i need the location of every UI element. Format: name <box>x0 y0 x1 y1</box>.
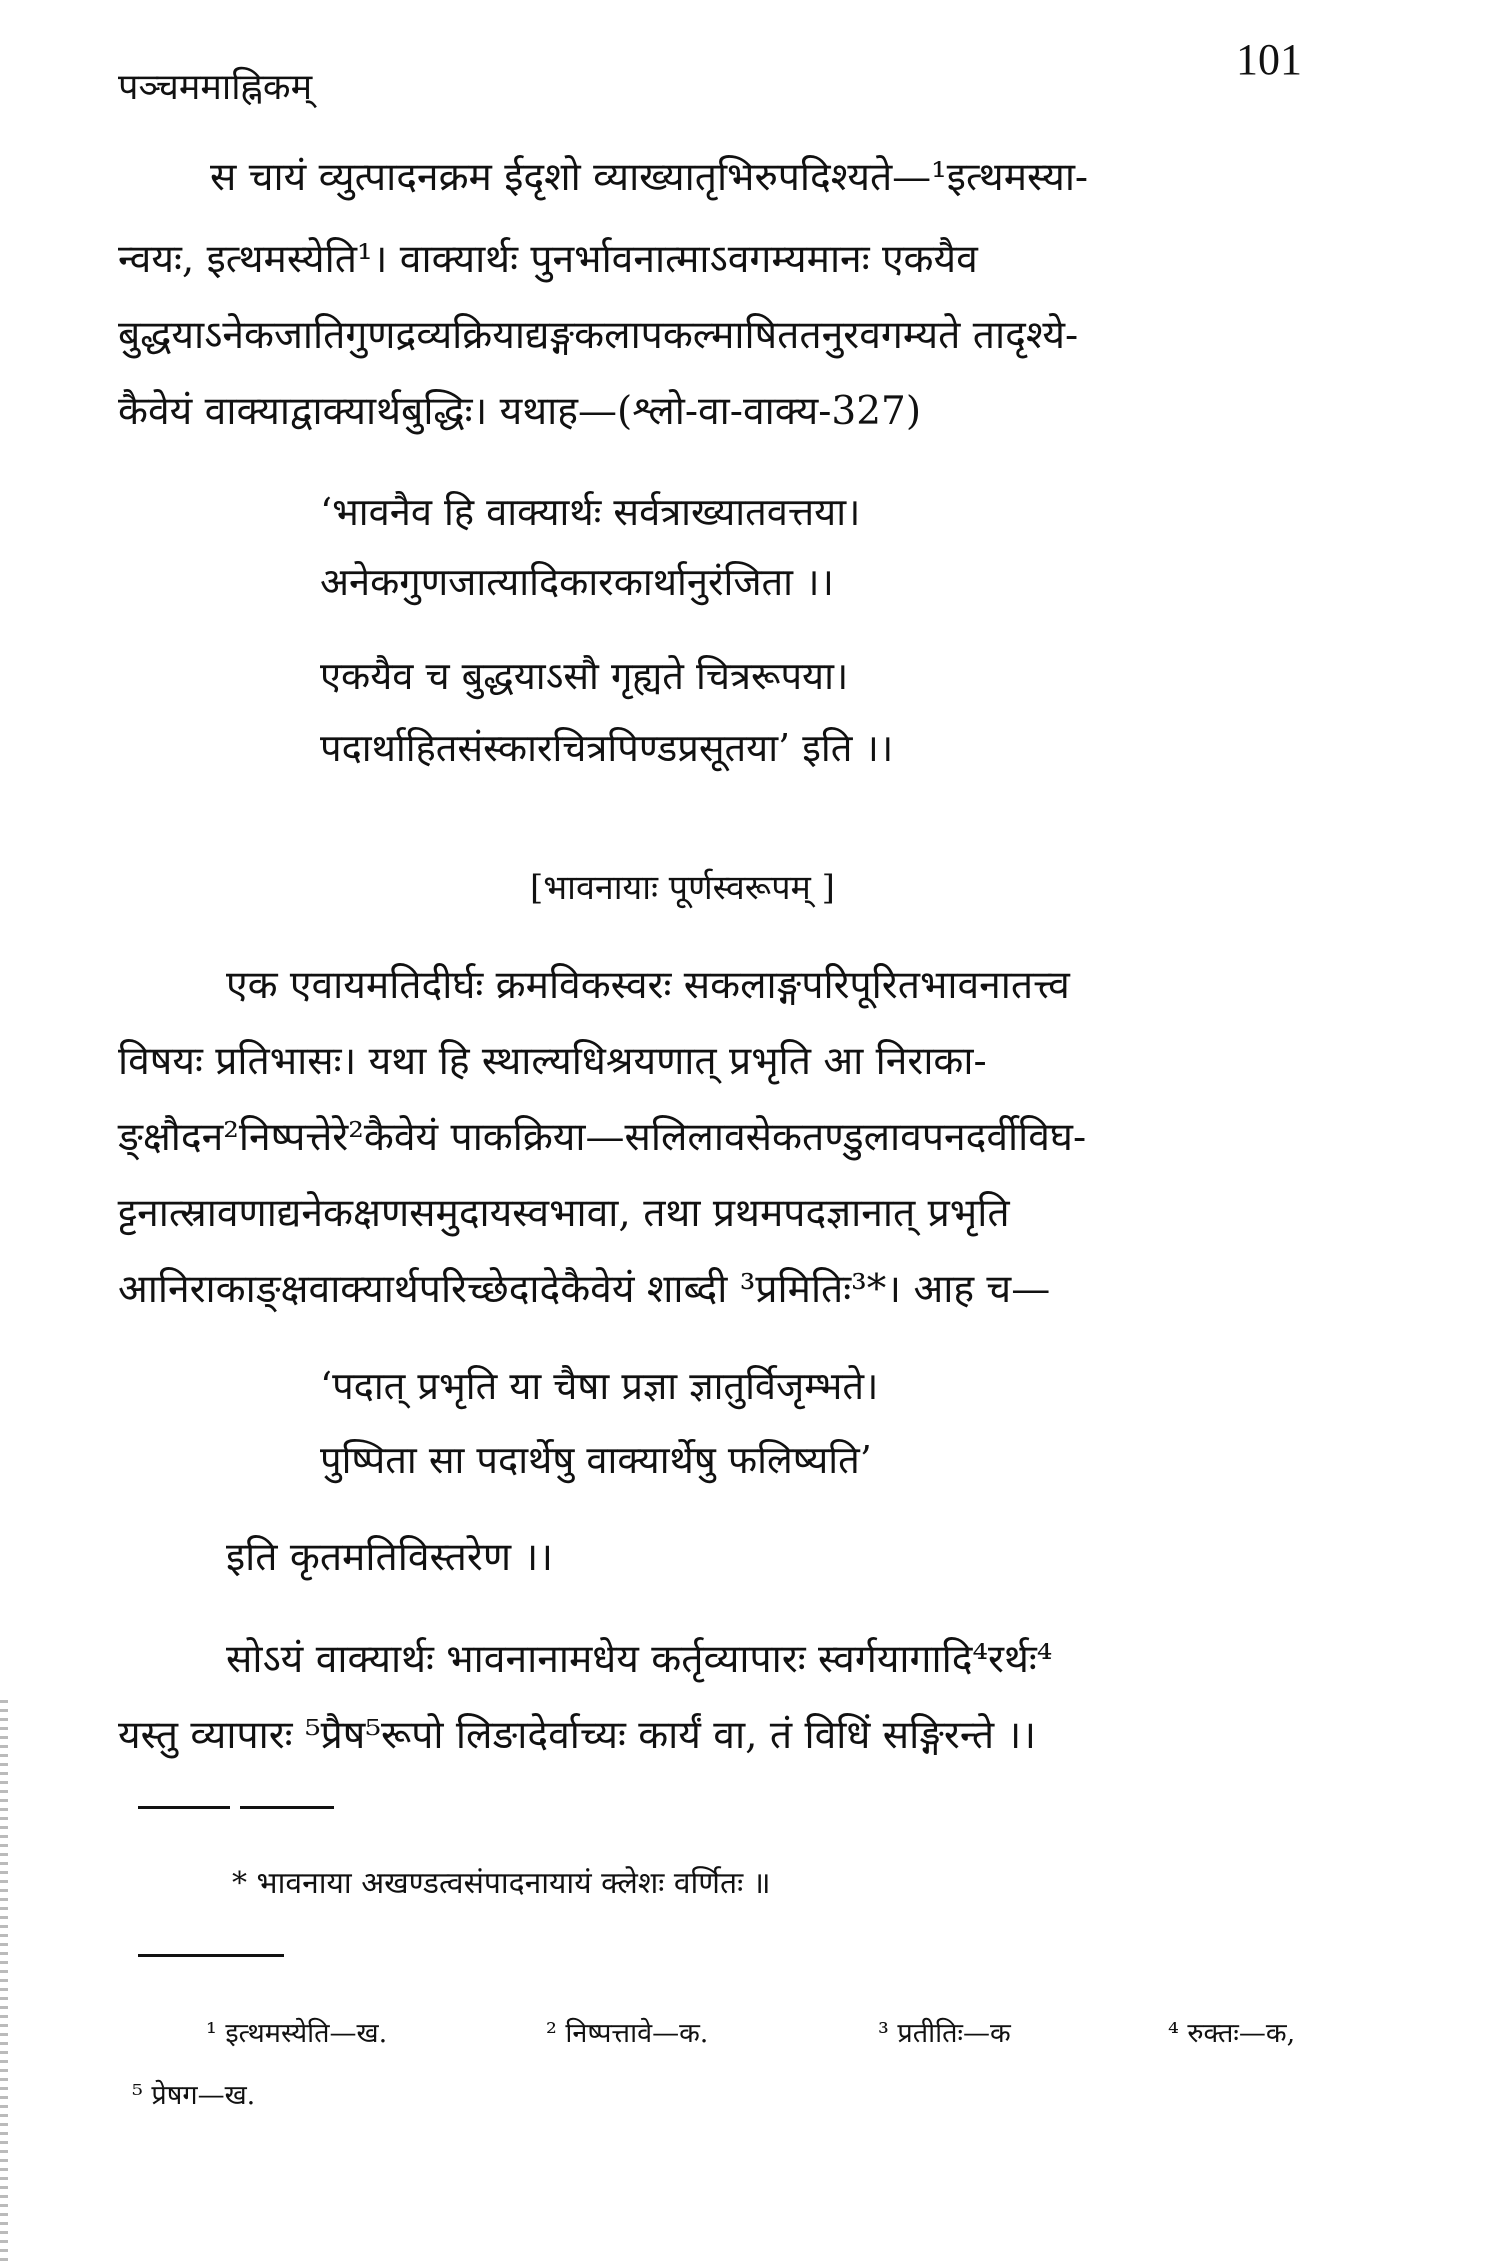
running-title: पञ्चममाह्निकम् <box>118 67 313 108</box>
footnote-rule-left <box>138 1806 230 1809</box>
para1-line-4: कैवेयं वाक्याद्वाक्यार्थबुद्धिः। यथाह—(श्लो-वा-वाक्य-327) <box>118 389 922 434</box>
verse1-line-1: ‘भावनैव हि वाक्यार्थः सर्वत्राख्यातवत्तया। <box>320 490 861 534</box>
verse1-line-4: पदार्थाहितसंस्कारचित्रपिण्डप्रसूतया’ इति ।। <box>320 726 894 770</box>
para1-line-2: न्वयः, इत्थमस्येति¹। वाक्यार्थः पुनर्भावनात्माऽवगम्यमानः एकयैव <box>118 237 978 282</box>
para3: इति कृतमतिविस्तरेण ।। <box>226 1535 554 1580</box>
scan-edge-noise <box>0 1700 8 2267</box>
para1-line-3: बुद्धयाऽनेकजातिगुणद्रव्यक्रियाद्यङ्गकलापकल्माषिततनुरवगम्यते तादृश्ये- <box>118 313 1079 358</box>
footnote-4: ⁴ रुक्तः—क, <box>1168 2018 1296 2049</box>
para4-line-1: सोऽयं वाक्यार्थः भावनानामधेय कर्तृव्यापारः स्वर्गयागादि⁴रर्थः⁴ <box>226 1637 1053 1682</box>
para2-line-3: ङ्क्षौदन²निष्पत्तेरे²कैवेयं पाकक्रिया—सलिलावसेकतण्डुलावपनदर्वीविघ- <box>118 1115 1087 1160</box>
footnote-5: ⁵ प्रेषग—ख. <box>132 2080 256 2111</box>
verse1-line-3: एकयैव च बुद्धयाऽसौ गृह्यते चित्ररूपया। <box>320 654 849 698</box>
para2-line-2: विषयः प्रतिभासः। यथा हि स्थाल्यधिश्रयणात् प्रभृति आ निराका- <box>118 1039 987 1084</box>
para4-line-2: यस्तु व्यापारः ⁵प्रैष⁵रूपो लिङादेर्वाच्यः कार्यं वा, तं विधिं सङ्गिरन्ते ।। <box>118 1713 1037 1758</box>
footnote-rule-bottom <box>138 1954 284 1957</box>
verse2-line-1: ‘पदात् प्रभृति या चैषा प्रज्ञा ज्ञातुर्विजृम्भते। <box>320 1364 879 1408</box>
para1-line-1: स चायं व्युत्पादनक्रम ईदृशो व्याख्यातृभिरुपदिश्यते—¹इत्थमस्या- <box>210 155 1089 200</box>
footnote-1: ¹ इत्थमस्येति—ख. <box>206 2018 388 2049</box>
verse2-line-2: पुष्पिता सा पदार्थेषु वाक्यार्थेषु फलिष्यति’ <box>320 1438 872 1482</box>
para2-line-5: आनिराकाङ्क्षवाक्यार्थपरिच्छेदादेकैवेयं शाब्दी ³प्रमितिः³*। आह च— <box>118 1267 1051 1312</box>
footnote-star: * भावनाया अखण्डत्वसंपादनायायं क्लेशः वर्णितः ॥ <box>232 1866 771 1901</box>
footnote-2: ² निष्पत्तावे—क. <box>546 2018 709 2049</box>
page-number: 101 <box>1236 35 1302 84</box>
section-heading: [भावनायाः पूर्णस्वरूपम् ] <box>530 868 835 908</box>
verse1-line-2: अनेकगुणजात्यादिकारकार्थानुरंजिता ।। <box>320 560 834 604</box>
footnote-rule-right <box>240 1806 334 1809</box>
footnote-3: ³ प्रतीतिः—क <box>878 2018 1011 2049</box>
para2-line-4: ट्टनात्स्रावणाद्यनेकक्षणसमुदायस्वभावा, तथा प्रथमपदज्ञानात् प्रभृति <box>118 1191 1010 1236</box>
para2-line-1: एक एवायमतिदीर्घः क्रमविकस्वरः सकलाङ्गपरिपूरितभावनातत्त्व <box>226 963 1070 1008</box>
